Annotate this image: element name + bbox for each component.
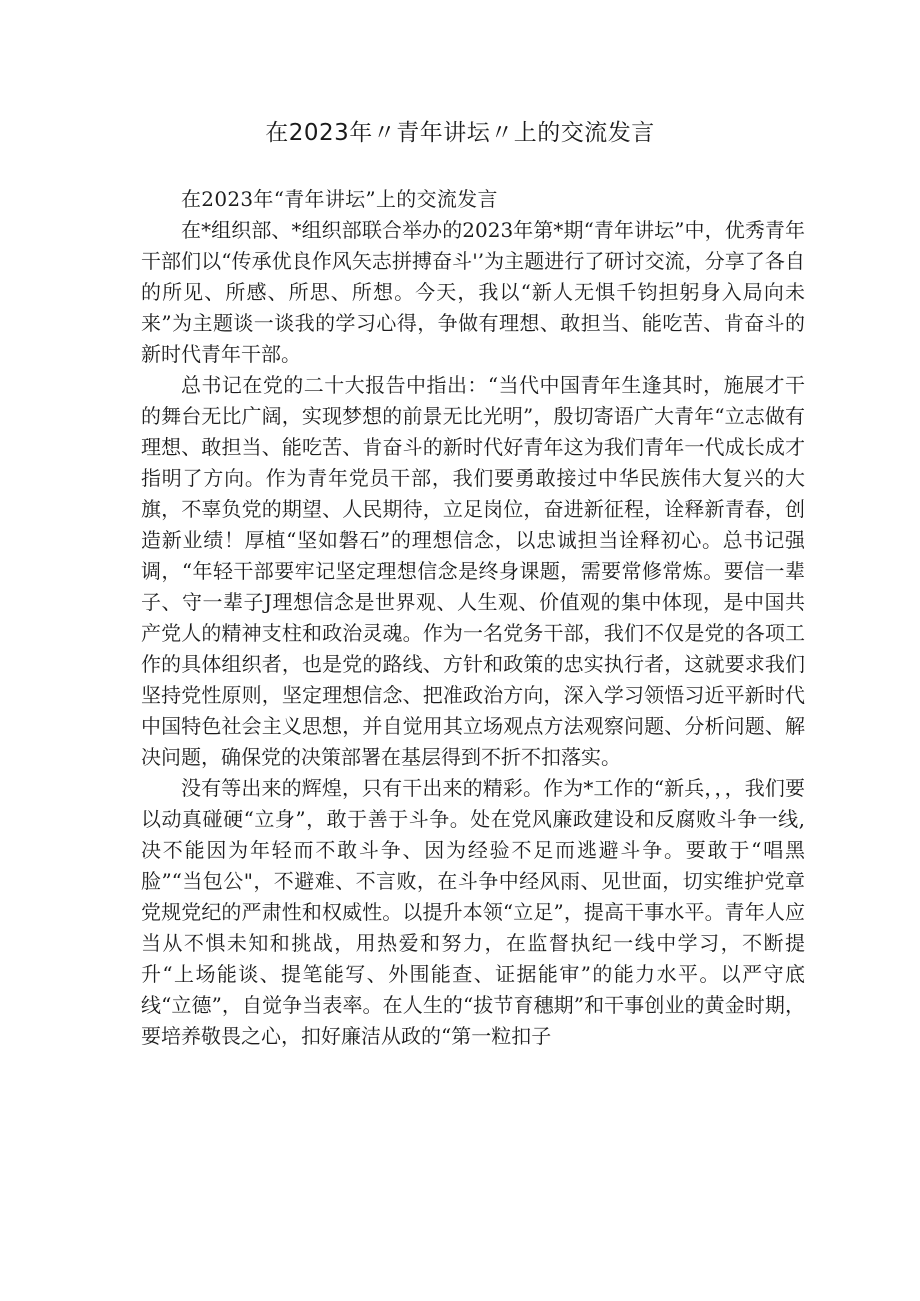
paragraph-ideals: 总书记在党的二十大报告中指出：“当代中国青年生逢其时，施展才干的舞台无比广阔，实现梦想的前景无比光明”，殷切寄语广大青年“立志做有理想、敢担当、能吃苦、肯奋斗的新时代好青年这为我们青年一代成长成才指明了方向。作为青年党员干部，我们要勇敢接过中华民族伟大复兴的大旗，不辜负党的期望、人民期待，立足岗位，奋进新征程，诠释新青春，创造新业绩！厚植“坚如磐石”的理想信念，以忠诚担当诠释初心。总书记强调，“年轻干部要牢记坚定理想信念是终身课题，需要常修常炼。要信一辈子、守一辈子J理想信念是世界观、人生观、价值观的集中体现，是中国共产党人的精神支柱和政治灵魂。作为一名党务干部，我们不仅是党的各项工作的具体组织者，也是党的路线、方针和政策的忠实执行者，这就要求我们坚持党性原则，坚定理想信念、把准政治方向，深入学习领悟习近平新时代中国特色社会主义思想，并自觉用其立场观点方法观察问题、分析问题、解决问题，确保党的决策部署在基层得到不折不扣落实。 — [141, 373, 805, 769]
document-title: 在2023年〃青年讲坛〃上的交流发言 — [265, 120, 655, 146]
paragraph-struggle: 没有等出来的辉煌，只有干出来的精彩。作为*工作的“新兵，，，我们要以动真碰硬“立身”，敢于善于斗争。处在党风廉政建设和反腐败斗争一线,决不能因为年轻而不敢斗争、因为经验不足而逃避斗争。要敢于“唱黑脸”“当包公"，不避难、不言败，在斗争中经风雨、见世面，切实维护党章党规党纪的严肃性和权威性。以提升本领“立足”，提高干事水平。青年人应当从不惧未知和挑战，用热爱和努力，在监督执纪一线中学习，不断提升“上场能谈、提笔能写、外围能查、证据能审”的能力水平。以严守底线“立德”，自觉争当表率。在人生的“拔节育穗期”和干事创业的黄金时期，要培养敬畏之心，扣好廉洁从政的“第一粒扣子 — [141, 776, 805, 1048]
paragraph-subtitle: 在2023年“青年讲坛”上的交流发言 — [181, 187, 498, 211]
paragraph-intro: 在*组织部、*组织部联合举办的2023年第*期“青年讲坛”中，优秀青年干部们以“传承优良作风矢志拼搏奋斗'’为主题进行了研讨交流，分享了各自的所见、所感、所思、所想。今天，我以“新人无惧千钧担躬身入局向未来”为主题谈一谈我的学习心得，争做有理想、敢担当、能吃苦、肯奋斗的新时代青年干部。 — [141, 218, 805, 366]
document-body — [141, 184, 805, 1052]
